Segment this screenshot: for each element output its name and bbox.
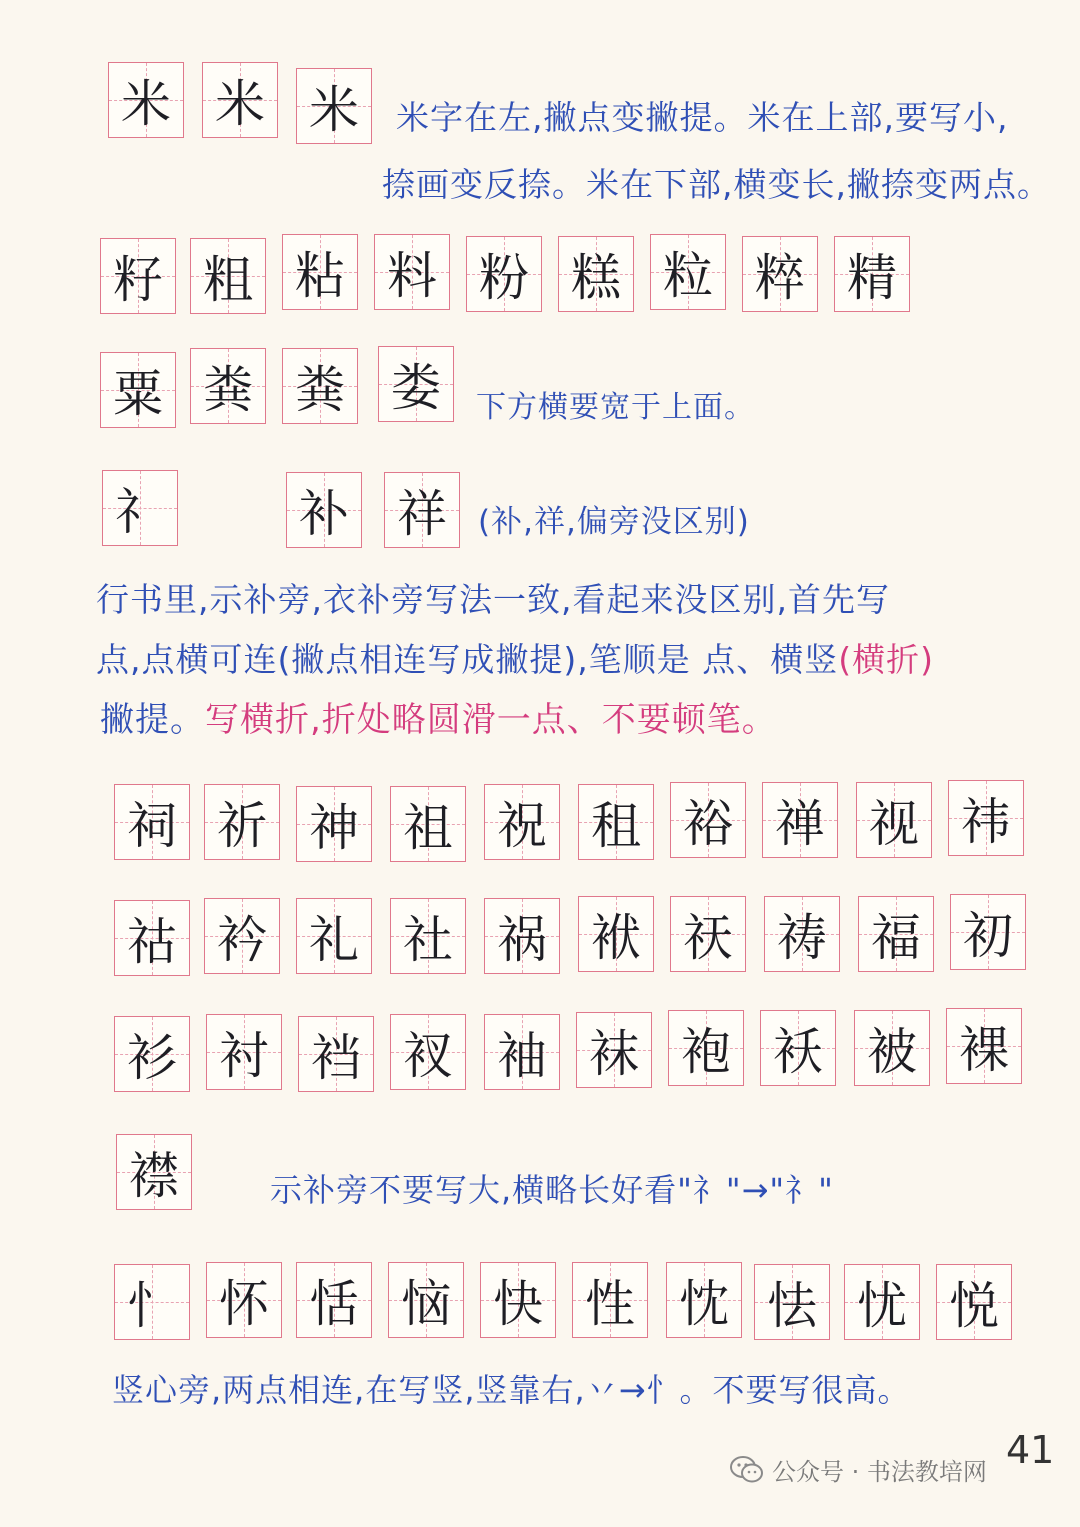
grid-cell [384, 472, 460, 548]
character: 衿 [217, 911, 267, 969]
character: 米 [215, 75, 265, 133]
character: 粟 [113, 365, 163, 423]
grid-cell [466, 236, 542, 312]
character: 恼 [401, 1275, 451, 1333]
character: 籽 [113, 251, 163, 309]
character: 忧 [857, 1277, 907, 1335]
character: 裆 [311, 1029, 361, 1087]
note-radical-same: (补,祥,偏旁没区别) [478, 504, 750, 540]
grid-cell [578, 896, 654, 972]
grid-cell [298, 1016, 374, 1092]
character: 粪 [295, 361, 345, 419]
character: 裕 [683, 795, 733, 853]
character: 祝 [497, 797, 547, 855]
character: 粪 [203, 361, 253, 419]
note-bottom-wide: 下方横要宽于上面。 [476, 390, 755, 425]
character: 怯 [767, 1277, 817, 1335]
paragraph-line-2-pink: (横折) [838, 640, 934, 679]
grid-cell [480, 1262, 556, 1338]
grid-cell [204, 784, 280, 860]
character: 袄 [773, 1023, 823, 1081]
character: 米 [309, 81, 359, 139]
grid-cell [484, 784, 560, 860]
grid-cell [114, 900, 190, 976]
character: 恬 [309, 1275, 359, 1333]
character: 粹 [755, 249, 805, 307]
grid-cell [114, 1016, 190, 1092]
paragraph-line-3 [100, 690, 777, 750]
character: 祷 [777, 909, 827, 967]
watermark [730, 1452, 987, 1487]
character: 衫 [127, 1029, 177, 1087]
grid-cell [388, 1262, 464, 1338]
page-number: 41 [1006, 1428, 1055, 1472]
character: 性 [585, 1275, 635, 1333]
grid-cell [578, 784, 654, 860]
grid-cell [204, 898, 280, 974]
grid-cell [100, 238, 176, 314]
grid-cell [760, 1010, 836, 1086]
grid-cell [576, 1012, 652, 1088]
character: 忱 [679, 1275, 729, 1333]
grid-cell [282, 348, 358, 424]
character: 娄 [391, 359, 441, 417]
character: 祖 [403, 799, 453, 857]
grid-cell [948, 780, 1024, 856]
watermark-text: 公众号 · 书法教培网 [772, 1458, 987, 1486]
grid-cell [844, 1264, 920, 1340]
character: 补 [299, 485, 349, 543]
grid-cell [282, 234, 358, 310]
note-mi-2: 捺画变反捺。米在下部,横变长,撇捺变两点。 [382, 165, 1051, 204]
character: 衬 [219, 1027, 269, 1085]
grid-cell [558, 236, 634, 312]
character: 料 [387, 247, 437, 305]
grid-cell [100, 352, 176, 428]
character: 衩 [403, 1027, 453, 1085]
grid-cell [296, 898, 372, 974]
character: 祥 [397, 485, 447, 543]
character: 神 [309, 799, 359, 857]
grid-cell [484, 1014, 560, 1090]
note-radical-small: 示补旁不要写大,横略长好看"礻"→"礻" [270, 1171, 834, 1209]
character: 糕 [571, 249, 621, 307]
grid-cell [296, 68, 372, 144]
grid-cell [936, 1264, 1012, 1340]
character: 袍 [681, 1023, 731, 1081]
grid-cell [670, 782, 746, 858]
character: 福 [871, 909, 921, 967]
grid-cell [754, 1264, 830, 1340]
grid-cell [856, 782, 932, 858]
grid-cell [950, 894, 1026, 970]
character: 忄 [127, 1277, 177, 1335]
grid-cell [572, 1262, 648, 1338]
character: 粘 [295, 247, 345, 305]
grid-cell [206, 1014, 282, 1090]
grid-cell [206, 1262, 282, 1338]
paragraph-line-2 [96, 630, 934, 690]
grid-cell [378, 346, 454, 422]
grid-cell [102, 470, 178, 546]
character: 袱 [591, 909, 641, 967]
character: 祆 [683, 909, 733, 967]
character: 粗 [203, 251, 253, 309]
grid-cell [946, 1008, 1022, 1084]
character: 视 [869, 795, 919, 853]
character: 袖 [497, 1027, 547, 1085]
grid-cell [390, 898, 466, 974]
grid-cell [666, 1262, 742, 1338]
wechat-icon [730, 1456, 764, 1484]
paragraph-line-3-text: 撇提。 [100, 700, 205, 740]
grid-cell [190, 348, 266, 424]
character: 怀 [219, 1275, 269, 1333]
grid-cell [764, 896, 840, 972]
paragraph-line-3-pink: 写横折,折处略圆滑一点、不要顿笔。 [205, 700, 777, 740]
note-heart-radical: 竖心旁,两点相连,在写竖,竖靠右,丷→忄。不要写很高。 [112, 1371, 911, 1409]
character: 快 [493, 1275, 543, 1333]
grid-cell [390, 1014, 466, 1090]
grid-cell [296, 1262, 372, 1338]
character: 社 [403, 911, 453, 969]
grid-cell [116, 1134, 192, 1210]
character: 祸 [497, 911, 547, 969]
grid-cell [190, 238, 266, 314]
grid-cell [202, 62, 278, 138]
character: 粉 [479, 249, 529, 307]
character: 祎 [961, 793, 1011, 851]
grid-cell [668, 1010, 744, 1086]
grid-cell [296, 786, 372, 862]
character: 祜 [127, 913, 177, 971]
grid-cell [114, 784, 190, 860]
character: 裸 [959, 1021, 1009, 1079]
character: 初 [963, 907, 1013, 965]
character: 祈 [217, 797, 267, 855]
grid-cell [374, 234, 450, 310]
character: 粒 [663, 247, 713, 305]
grid-cell [484, 898, 560, 974]
character: 租 [591, 797, 641, 855]
grid-cell [286, 472, 362, 548]
grid-cell [670, 896, 746, 972]
grid-cell [108, 62, 184, 138]
grid-cell [858, 896, 934, 972]
note-mi-1: 米字在左,撇点变撇提。米在上部,要写小, [396, 98, 1009, 137]
character: 襟 [129, 1147, 179, 1205]
character: 精 [847, 249, 897, 307]
grid-cell [390, 786, 466, 862]
character: 禅 [775, 795, 825, 853]
character: 米 [121, 75, 171, 133]
grid-cell [650, 234, 726, 310]
paragraph-line-2-text: 点,点横可连(撇点相连写成撇提),笔顺是 点、横竖 [96, 640, 839, 679]
character: 祠 [127, 797, 177, 855]
grid-cell [742, 236, 818, 312]
character: 袜 [589, 1025, 639, 1083]
character: 悦 [949, 1277, 999, 1335]
grid-cell [114, 1264, 190, 1340]
grid-cell [854, 1010, 930, 1086]
grid-cell [834, 236, 910, 312]
character: 礼 [309, 911, 359, 969]
paragraph-line-1: 行书里,示补旁,衣补旁写法一致,看起来没区别,首先写 [96, 580, 890, 619]
grid-cell [762, 782, 838, 858]
character: 礻 [115, 483, 165, 541]
character: 被 [867, 1023, 917, 1081]
